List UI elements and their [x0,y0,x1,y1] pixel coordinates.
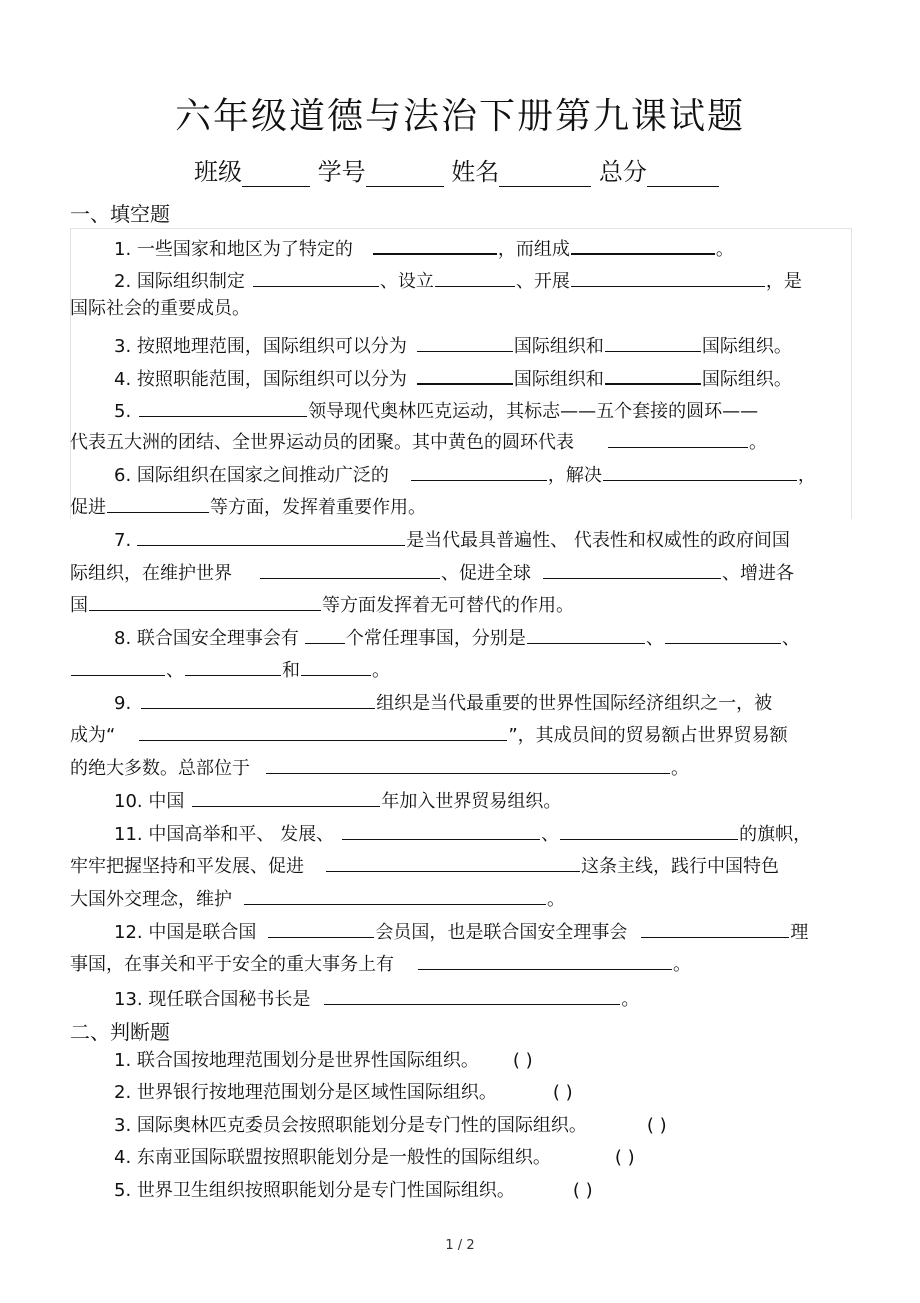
question-11: 11. 中国高举和平、 发展、 、 的旗帜， [114,821,811,846]
blank[interactable] [543,560,721,579]
page-number: 1 / 2 [445,1238,475,1253]
blank[interactable] [665,625,781,644]
question-4: 4. 按照职能范围，国际组织可以分为 国际组织和 国际组织。 [114,365,792,391]
class-field[interactable] [242,160,310,187]
question-6: 6. 国际组织在国家之间推动广泛的 ，解决 ， [114,462,816,487]
question-1: 1. 一些国家和地区为了特定的 ，而组成 。 [114,235,734,261]
blank[interactable] [571,235,715,255]
number-label: 学号 [317,158,366,186]
blank[interactable] [342,821,540,840]
question-9-cont2: 的绝大多数。总部位于 。 [70,755,689,780]
question-12: 12. 中国是联合国 会员国，也是联合国安全理事会 理 [114,919,808,944]
question-7: 7. 是当代最具普遍性、 代表性和权威性的政府间国 [114,527,790,552]
answer-paren[interactable]: ( ) [552,1082,573,1103]
blank[interactable] [253,268,379,287]
judge-item-1: 1. 联合国按地理范围划分是世界性国际组织。 ( ) [114,1050,533,1071]
section-fill-blank-heading: 一、填空题 [70,202,170,226]
blank[interactable] [268,919,374,938]
question-9: 9. 组织是当代最重要的世界性国际经济组织之一，被 [114,690,772,715]
blank[interactable] [260,560,440,579]
blank[interactable] [244,886,546,905]
section-true-false-heading: 二、判断题 [70,1020,170,1044]
blank[interactable] [301,657,371,676]
blank[interactable] [137,527,405,546]
blank[interactable] [141,690,375,709]
score-label: 总分 [598,158,647,186]
blank[interactable] [305,625,345,644]
question-10: 10. 中国 年加入世界贸易组织。 [114,788,561,813]
score-field[interactable] [647,160,719,187]
question-5-cont: 代表五大洲的团结、全世界运动员的团聚。其中黄色的圆环代表 。 [70,429,767,454]
question-8: 8. 联合国安全理事会有 个常任理事国，分别是 、 、 [114,625,800,650]
question-2-cont: 国际社会的重要成员。 [70,298,250,319]
blank[interactable] [139,722,507,741]
blank[interactable] [107,494,209,513]
blank[interactable] [185,657,281,676]
blank[interactable] [417,333,513,352]
question-11-cont: 牢牢把握坚持和平发展、促进 这条主线，践行中国特色 [70,853,779,878]
question-7-cont: 际组织，在维护世界 、促进全球 、增进各 [70,560,794,585]
number-field[interactable] [366,160,444,187]
judge-item-5: 5. 世界卫生组织按照职能划分是专门性国际组织。 ( ) [114,1180,593,1201]
blank[interactable] [89,592,321,611]
blank[interactable] [326,853,580,872]
question-5: 5. 领导现代奥林匹克运动，其标志——五个套接的圆环—— [114,398,758,423]
blank[interactable] [373,235,497,255]
question-3: 3. 按照地理范围，国际组织可以分为 国际组织和 国际组织。 [114,333,792,358]
question-9-cont: 成为“ ”，其成员间的贸易额占世界贸易额 [70,722,788,747]
blank[interactable] [560,821,738,840]
answer-paren[interactable]: ( ) [614,1147,635,1168]
question-2: 2. 国际组织制定 、设立 、开展 ，是 [114,268,802,293]
blank[interactable] [435,268,515,287]
blank[interactable] [418,951,672,970]
question-8-cont: 、 和 。 [70,657,390,682]
blank[interactable] [603,462,797,481]
answer-paren[interactable]: ( ) [646,1115,667,1136]
blank[interactable] [411,462,547,481]
page-title: 六年级道德与法治下册第九课试题 [174,96,745,137]
blank[interactable] [641,919,789,938]
name-field[interactable] [499,160,591,187]
judge-item-2: 2. 世界银行按地理范围划分是区域性国际组织。 ( ) [114,1082,573,1103]
blank[interactable] [324,986,620,1005]
judge-item-4: 4. 东南亚国际联盟按照职能划分是一般性的国际组织。 ( ) [114,1147,635,1168]
question-6-cont: 促进 等方面，发挥着重要作用。 [70,494,426,519]
answer-paren[interactable]: ( ) [512,1050,533,1071]
blank[interactable] [139,398,307,417]
name-label: 姓名 [451,158,500,186]
question-12-cont: 事国，在事关和平于安全的重大事务上有 。 [70,951,691,976]
blank[interactable] [417,365,513,385]
blank[interactable] [266,755,670,774]
blank[interactable] [605,333,701,352]
question-7-cont2: 国 等方面发挥着无可替代的作用。 [70,592,574,617]
class-label: 班级 [194,158,242,186]
blank[interactable] [608,429,748,448]
blank[interactable] [527,625,645,644]
blank[interactable] [71,657,165,676]
answer-paren[interactable]: ( ) [572,1180,593,1201]
judge-item-3: 3. 国际奥林匹克委员会按照职能划分是专门性的国际组织。 ( ) [114,1115,667,1136]
blank[interactable] [571,268,765,287]
blank[interactable] [192,788,380,807]
question-13: 13. 现任联合国秘书长是 。 [114,986,639,1011]
blank[interactable] [605,365,701,385]
question-11-cont2: 大国外交理念，维护 。 [70,886,565,911]
student-info-line [194,152,719,187]
